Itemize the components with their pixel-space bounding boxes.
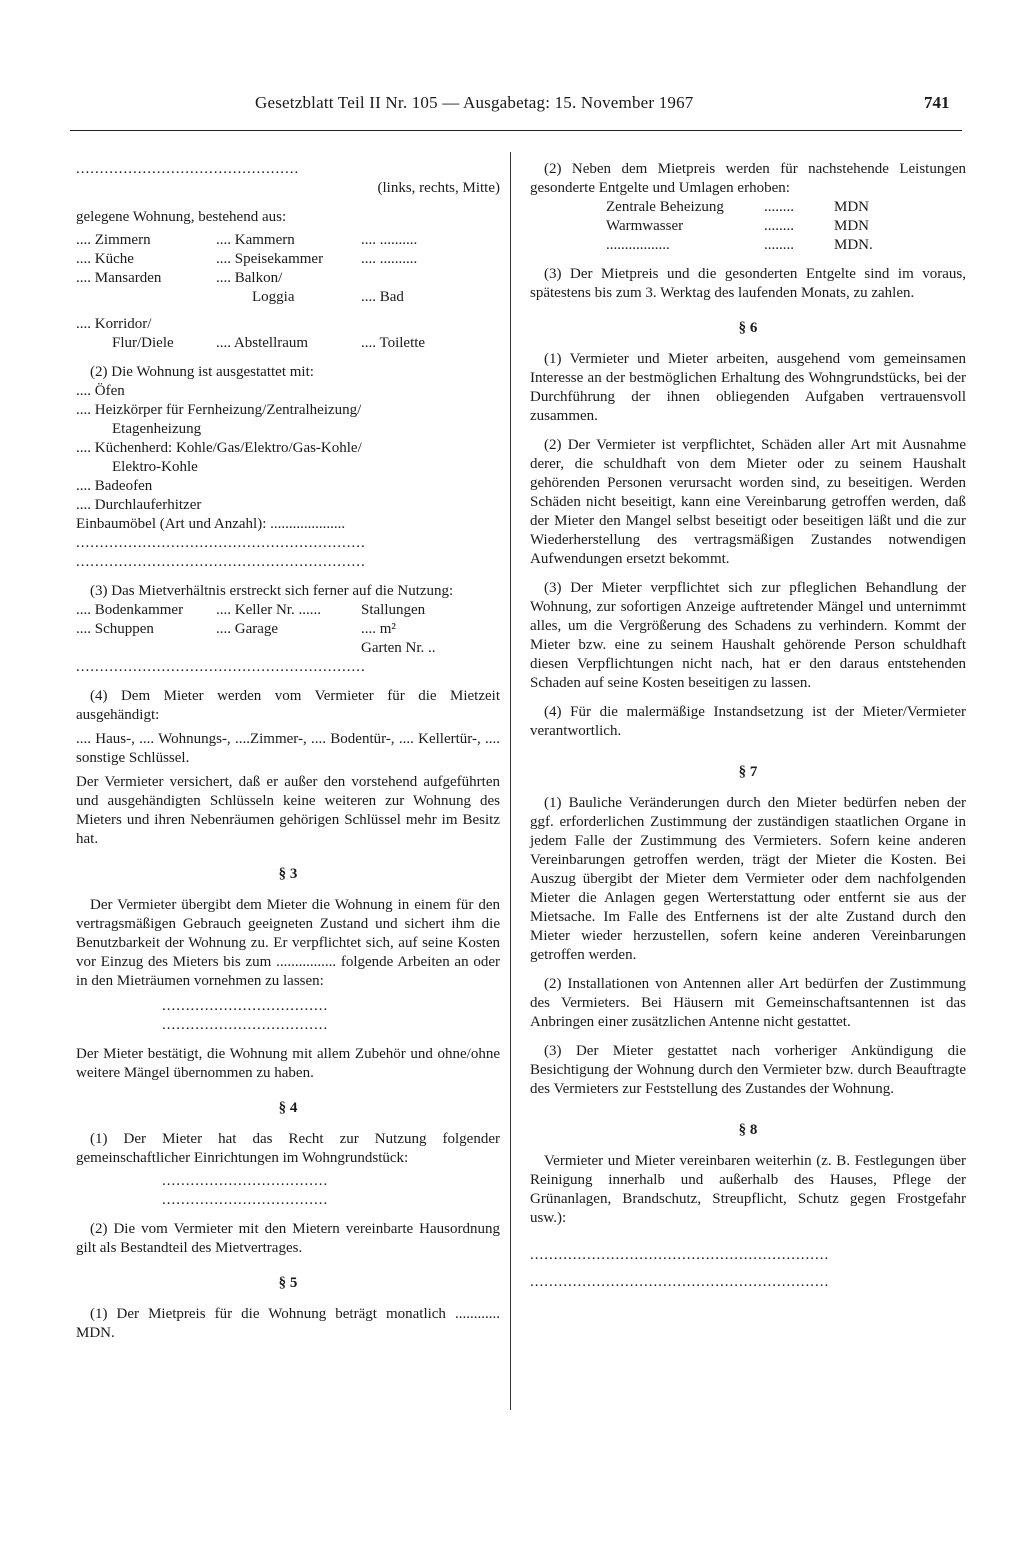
rooms-list [76,231,500,353]
blank-line: ................................... [162,998,329,1014]
usage-cell [216,639,361,658]
s8-p1: Vermieter und Mieter vereinbaren weiterhin (z. B. Festlegungen über Reinigung innerhalb und außerhalb des Hauses, Pflege der Grünanlagen, Brandschutz, Streupflicht, Schutz gegen Frostgefahr usw.): [530,1153,966,1226]
rooms-cell [216,307,361,334]
blank-line: ................................... [162,1173,329,1189]
rooms-cell: .... Abstellraum [216,335,309,351]
blank-line: ............................................................. [76,535,366,551]
blank-line: ............................................................. [76,659,366,675]
usage-cell: Stallungen [361,602,426,618]
blank-line: ............................................................... [530,1247,830,1263]
fee-dots: ........ [764,237,794,253]
fee-dots: ........ [764,199,794,215]
usage-list [76,601,500,658]
section-heading-7: § 7 [738,764,758,780]
usage-cell: .... Schuppen [76,621,154,637]
s6-p2: (2) Der Vermieter ist verpflichtet, Schäden aller Art mit Ausnahme derer, die schuldhaft von dem Mieter oder zu seinem Haushalt gehörenden Personen verursacht worden sind, zu beseitigen. Werden Schäden nicht beseitigt, kann eine Vereinbarung getroffen werden, daß der Mieter den Mangel selbst beseitigt oder beseitigen läßt und die zur Wiederherstellung des vertragsmäßigen Zustandes notwendigen Aufwendungen ersetzt bekommt. [530,437,966,567]
fee-unit: MDN [834,199,870,215]
fee-label: Warmwasser [606,218,684,234]
header-rule [70,130,962,131]
rooms-cell: .... Kammern [216,232,295,248]
s4-p2: (2) Die vom Vermieter mit den Mietern vereinbarte Hausordnung gilt als Bestandteil des Mietvertrages. [76,1221,500,1256]
rooms-cell [361,269,501,288]
rooms-cell: .... Korridor/ [76,316,152,332]
right-column [530,160,966,1292]
blank-line: ............................................... [76,161,300,177]
rooms-cell: .... .......... [361,251,418,267]
fee-row [606,236,966,255]
left-column [76,160,500,1343]
column-divider [510,152,511,1410]
blank-line: ............................................................... [530,1274,830,1290]
fee-unit: MDN. [834,237,873,253]
list-item: .... Durchlauferhitzer [76,497,202,513]
usage-cell: .... m² [361,621,396,637]
equipment-list [76,382,500,515]
usage-cell: .... Garage [216,621,279,637]
section-heading-8: § 8 [738,1122,758,1138]
s5-p2: (2) Neben dem Mietpreis werden für nachstehende Leistungen gesonderte Entgelte und Umlagen erhoben: [530,161,966,196]
fee-label: ................. [606,237,670,253]
fees-list [606,198,966,255]
p4-assurance: Der Vermieter versichert, daß er außer den vorstehend aufgeführten und ausgehändigten Schlüsseln keine weiteren zur Wohnung des Mieters und ihren Nebenräumen gehörigen Schlüssel mehr im Besitz hat. [76,774,500,847]
rooms-cell: .... Mansarden [76,270,162,286]
s7-p1: (1) Bauliche Veränderungen durch den Mieter bedürfen neben der ggf. erforderlichen Zustimmung der zuständigen staatlichen Organe in jedem Falle der Zustimmung des Vermieters. Sofern keine anderen Vereinbarungen getroffen werden, trägt der Mieter die Kosten. Bei Auszug übergibt der Mieter dem Vermieter oder dem nachfolgenden Mieter die Anlagen gegen Werterstattung oder entfernt sie aus der Mietsache. Im Falle des Entfernens ist der alte Zustand durch den Mieter wieder herzustellen, sofern keine anderen Vereinbarungen getroffen werden. [530,795,966,963]
list-item: Etagenheizung [112,421,202,437]
section-heading-4: § 4 [278,1100,298,1116]
blank-line: ................................... [162,1017,329,1033]
p2-intro: (2) Die Wohnung ist ausgestattet mit: [90,364,314,380]
rooms-cell: Flur/Diele [112,335,174,351]
page-number: 741 [924,93,950,112]
rooms-cell: .... .......... [361,232,418,248]
section-heading-6: § 6 [738,320,758,336]
blank-line: ............................................................. [76,554,366,570]
rooms-cell: .... Bad [361,289,404,305]
s3-text: Der Vermieter übergibt dem Mieter die Wohnung in einem für den vertragsmäßigen Gebrauch geeigneten Zustand und sichert ihm die Benutzbarkeit der Wohnung zu. Er verpflichtet sich, auf seine Kosten vor Einzug des Mieters bis zum ................ folgende Arbeiten an oder in den Mieträumen vornehmen zu lassen: [76,897,500,989]
list-item: .... Heizkörper für Fernheizung/Zentralheizung/ [76,402,362,418]
section-heading-3: § 3 [278,866,298,882]
p4-text: (4) Dem Mieter werden vom Vermieter für die Mietzeit ausgehändigt: [76,688,500,723]
fee-label: Zentrale Beheizung [606,199,724,215]
s4-p1: (1) Der Mieter hat das Recht zur Nutzung folgender gemeinschaftlicher Einrichtungen im Wohngrundstück: [76,1131,500,1166]
side-hint: (links, rechts, Mitte) [377,180,500,196]
p3-text: (3) Das Mietverhältnis erstreckt sich ferner auf die Nutzung: [90,583,454,599]
fee-row [606,217,966,236]
s7-p3: (3) Der Mieter gestattet nach vorheriger Ankündigung die Besichtigung der Wohnung durch den Vermieter bzw. durch Beauftragte des Vermieters zur Feststellung des Zustandes der Wohnung. [530,1043,966,1097]
built-in-furniture: Einbaumöbel (Art und Anzahl): .................... [76,516,346,532]
usage-cell: .... Bodenkammer [76,602,184,618]
rooms-cell [76,288,216,307]
fee-dots: ........ [764,218,794,234]
usage-cell: .... Keller Nr. ...... [216,602,321,618]
situated-label: gelegene Wohnung, bestehend aus: [76,209,287,225]
s5-p1: (1) Der Mietpreis für die Wohnung beträgt monatlich ............ MDN. [76,1306,500,1341]
rooms-cell [361,307,501,334]
section-heading-5: § 5 [278,1275,298,1291]
rooms-cell: .... Balkon/ [216,270,283,286]
fee-row [606,198,966,217]
rooms-cell: .... Toilette [361,335,426,351]
fee-unit: MDN [834,218,870,234]
usage-cell: Garten Nr. .. [361,640,436,656]
usage-cell [76,639,216,658]
rooms-cell: .... Speisekammer [216,251,324,267]
list-item: .... Badeofen [76,478,153,494]
s6-p4: (4) Für die malermäßige Instandsetzung ist der Mieter/Vermieter verantwortlich. [530,704,966,739]
s6-p1: (1) Vermieter und Mieter arbeiten, ausgehend vom gemeinsamen Interesse an der bestmöglichen Erhaltung des Wohngrundstücks, bei der Durchführung der ihnen obliegenden Aufgaben vertrauensvoll zusammen. [530,351,966,424]
rooms-cell: Loggia [252,289,295,305]
list-item: .... Küchenherd: Kohle/Gas/Elektro/Gas-Kohle/ [76,440,362,456]
p4-keys: .... Haus-, .... Wohnungs-, ....Zimmer-, .... Bodentür-, .... Kellertür-, .... sonstige Schlüssel. [76,731,500,766]
list-item: .... Öfen [76,383,125,399]
s5-p3: (3) Der Mietpreis und die gesonderten Entgelte sind im voraus, spätestens bis zum 3. Werktag des laufenden Monats, zu zahlen. [530,266,966,301]
list-item: Elektro-Kohle [112,459,198,475]
rooms-cell: .... Küche [76,251,134,267]
s3-confirmation: Der Mieter bestätigt, die Wohnung mit allem Zubehör und ohne/ohne weitere Mängel übernommen zu haben. [76,1046,500,1081]
page-header-title: Gesetzblatt Teil II Nr. 105 — Ausgabetag: 15. November 1967 [255,93,694,112]
s6-p3: (3) Der Mieter verpflichtet sich zur pfleglichen Behandlung der Wohnung, zur sofortigen Anzeige auftretender Mängel und unternimmt alles, um die Vergrößerung des Schadens zu verhindern. Kommt der Mieter bzw. eine zu seinem Haushalt gehörende Person schuldhaft diesen Verpflichtungen nicht nach, hat er den daraus entstehenden Schaden auf seine Kosten beseitigen zu lassen. [530,580,966,691]
s7-p2: (2) Installationen von Antennen aller Art bedürfen der Zustimmung des Vermieters. Bei Häusern mit Gemeinschaftsantennen ist das Anbringen einer zusätzlichen Antenne nicht gestattet. [530,976,966,1030]
blank-line: ................................... [162,1192,329,1208]
rooms-cell: .... Zimmern [76,232,151,248]
